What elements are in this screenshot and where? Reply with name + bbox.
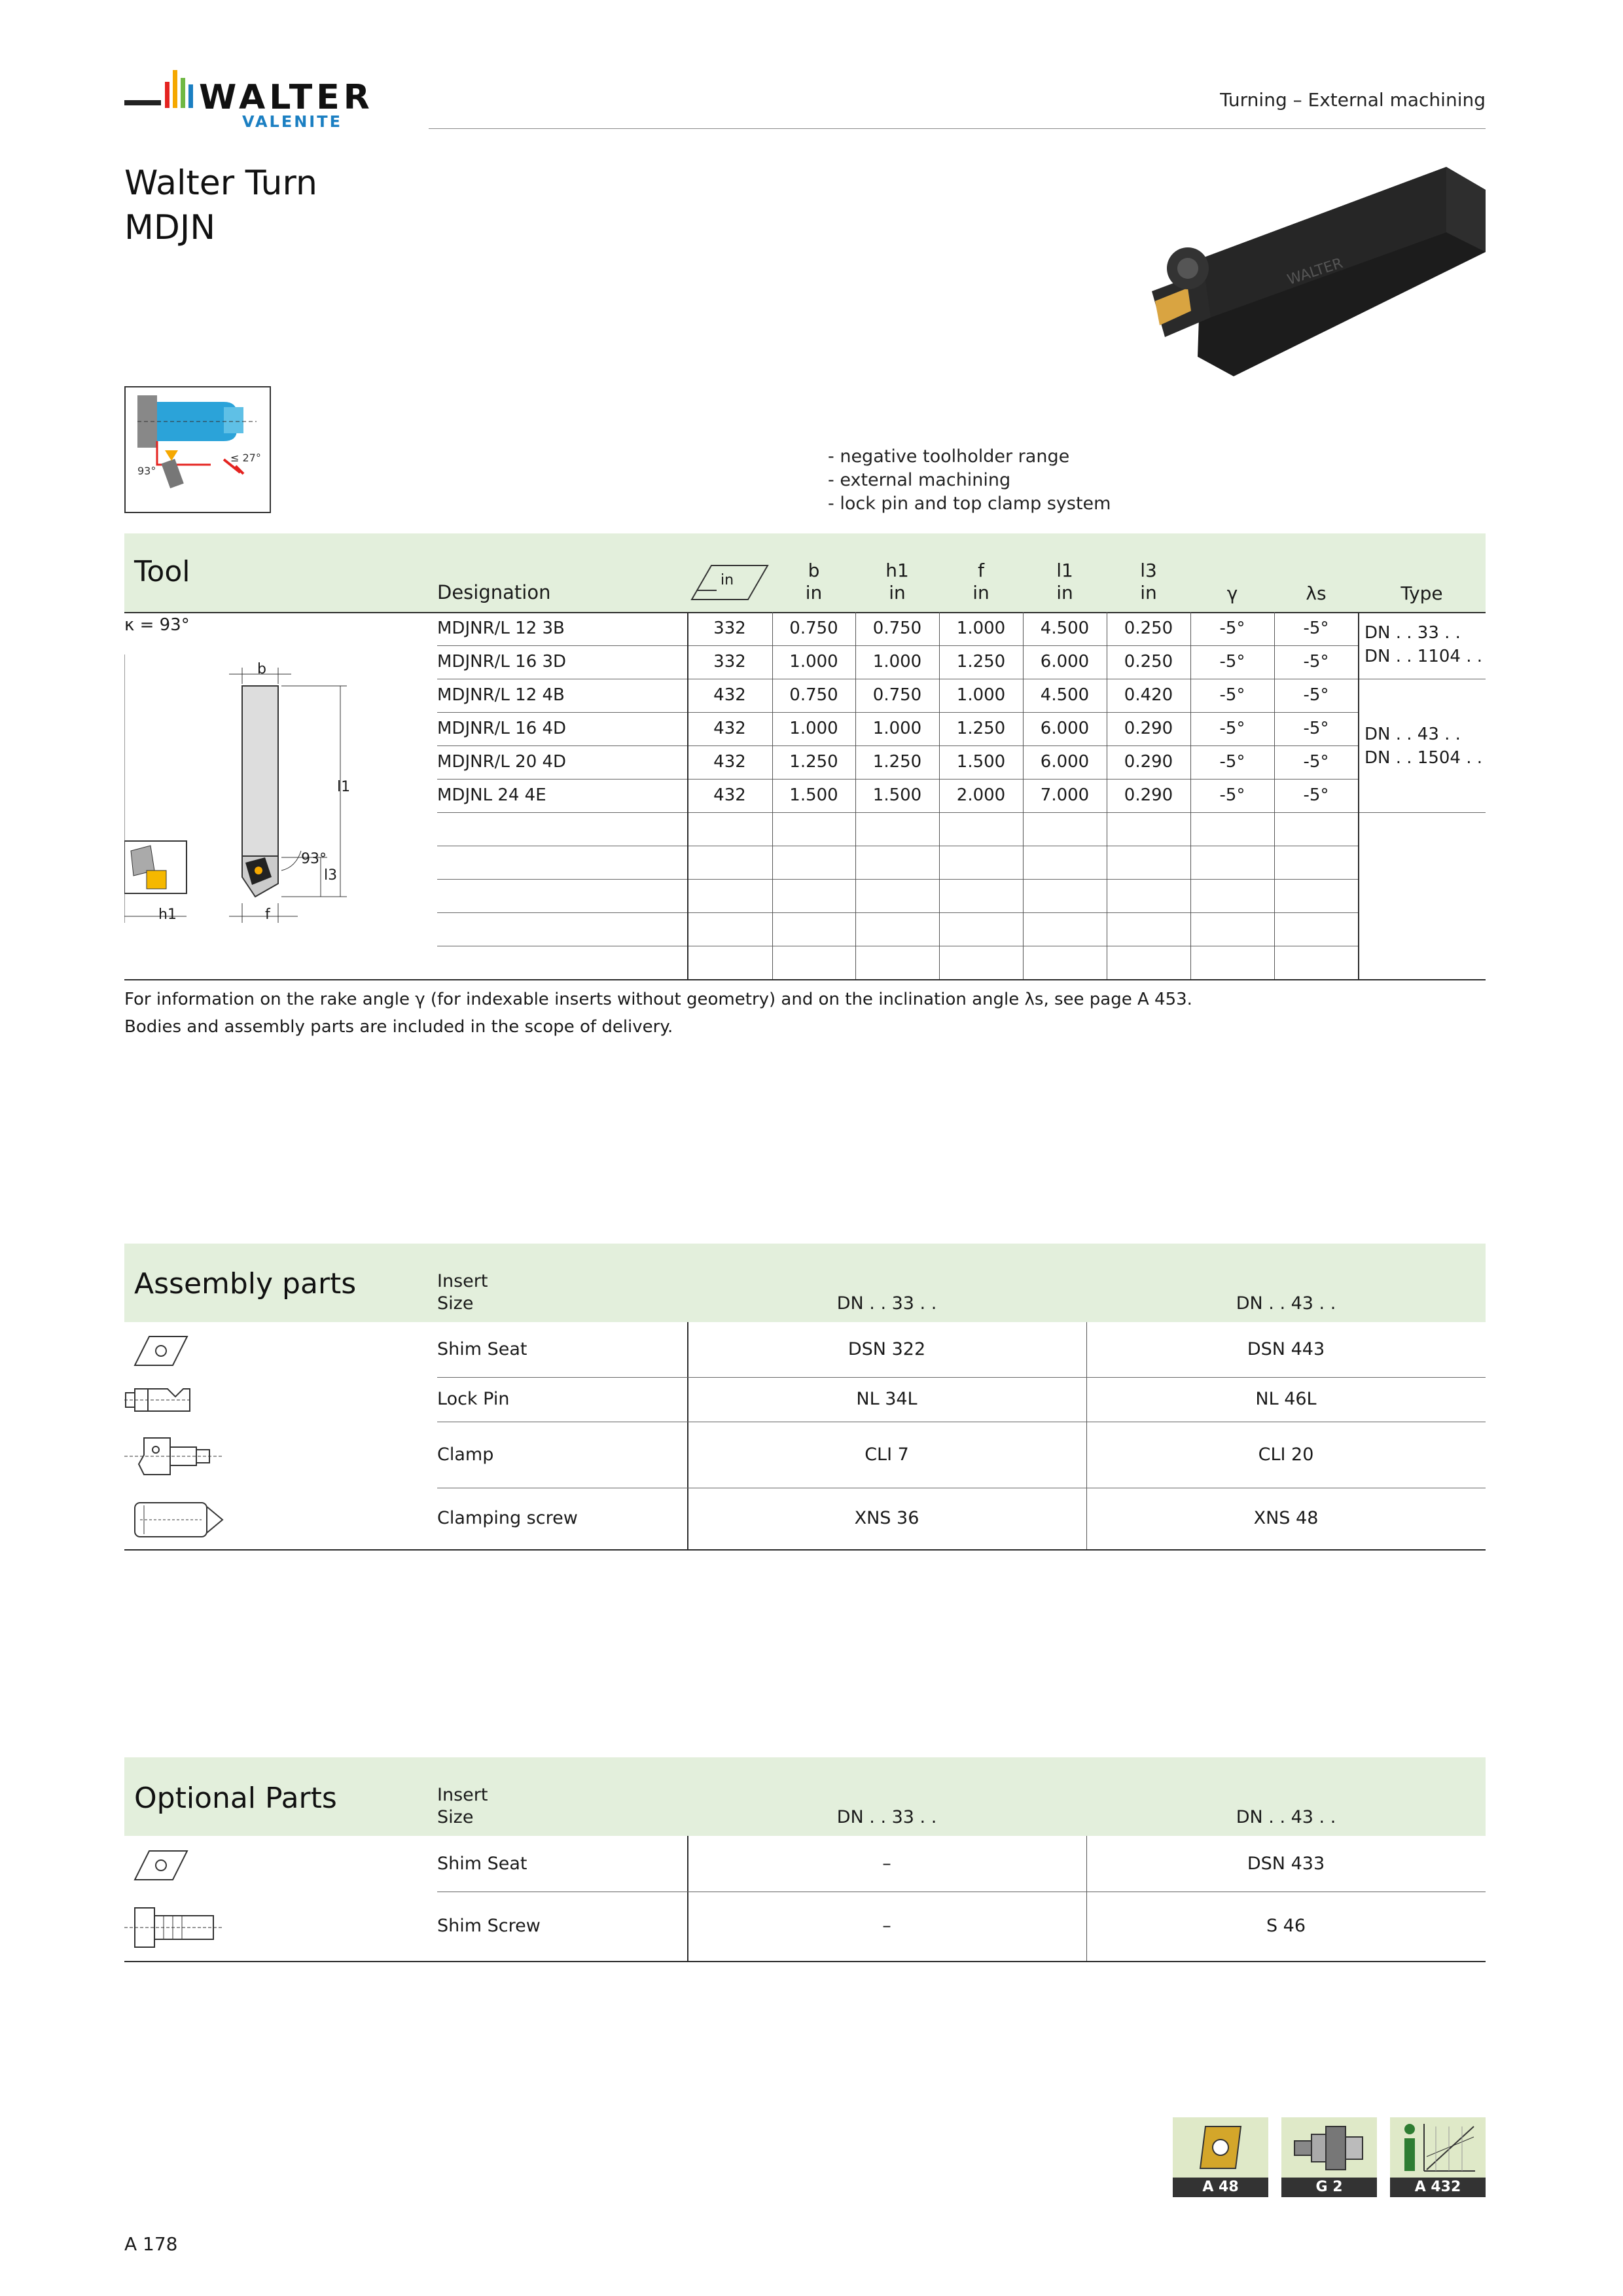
tool-cell-lambda: -5° bbox=[1303, 619, 1329, 638]
logo-text-walter: WALTER bbox=[199, 78, 374, 117]
optional-part-name: Shim Seat bbox=[437, 1853, 527, 1874]
tool-cell-lambda: -5° bbox=[1303, 752, 1329, 772]
dim-label-l3: l3 bbox=[324, 867, 338, 884]
tool-cell-l1: 6.000 bbox=[1040, 652, 1090, 672]
tool-cell-code: 332 bbox=[713, 652, 746, 672]
tool-designation: MDJNR/L 12 3B bbox=[437, 619, 565, 638]
tool-table-rule bbox=[437, 812, 1358, 813]
optional-col1-header: DN . . 33 . . bbox=[836, 1807, 937, 1827]
toolholder-product-image bbox=[1139, 160, 1492, 383]
tool-cell-code: 332 bbox=[713, 619, 746, 638]
svg-text:WALTER: WALTER bbox=[1285, 255, 1346, 289]
col-h1-name: h1 bbox=[885, 560, 909, 581]
dim-label-h1: h1 bbox=[158, 906, 177, 923]
dim-label-f: f bbox=[265, 906, 270, 923]
col-f-name: f bbox=[978, 560, 984, 581]
col-h1-unit: in bbox=[889, 582, 906, 603]
inch-unit-badge bbox=[690, 563, 769, 602]
kappa-angle: κ = 93° bbox=[124, 615, 190, 635]
assembly-part-v2: NL 46L bbox=[1255, 1389, 1317, 1409]
optional-part-v1: – bbox=[882, 1916, 891, 1936]
tool-table-rule bbox=[437, 779, 1358, 780]
logo-text-valenite: VALENITE bbox=[242, 113, 342, 131]
assembly-part-v2: CLI 20 bbox=[1258, 1444, 1314, 1465]
clamping-screw-icon bbox=[124, 1499, 229, 1541]
tool-cell-l3: 0.250 bbox=[1124, 619, 1173, 638]
tool-table-rule bbox=[437, 712, 1358, 713]
page-number: A 178 bbox=[124, 2233, 178, 2255]
tool-cell-code: 432 bbox=[713, 685, 746, 705]
assembly-part-name: Shim Seat bbox=[437, 1339, 527, 1359]
turning-schematic-icon bbox=[126, 387, 270, 512]
col-l3-header bbox=[1107, 560, 1190, 604]
tool-cell-l3: 0.290 bbox=[1124, 719, 1173, 738]
tool-cell-h1: 1.250 bbox=[872, 752, 922, 772]
tool-table-rule bbox=[437, 912, 1358, 913]
assembly-part-v2: DSN 443 bbox=[1247, 1339, 1325, 1359]
assembly-col1-header: DN . . 33 . . bbox=[836, 1293, 937, 1314]
type-group1-line1: DN . . 33 . . bbox=[1364, 623, 1461, 643]
col-designation-header: Designation bbox=[437, 581, 551, 603]
page-title-line2: MDJN bbox=[124, 208, 216, 247]
walter-logo bbox=[124, 62, 399, 134]
tool-designation: MDJNR/L 12 4B bbox=[437, 685, 565, 705]
col-l3-unit: in bbox=[1140, 582, 1157, 603]
tool-designation: MDJNL 24 4E bbox=[437, 785, 546, 805]
tool-cell-code: 432 bbox=[713, 752, 746, 772]
tool-cell-h1: 1.000 bbox=[872, 652, 922, 672]
tool-cell-f: 1.250 bbox=[956, 652, 1006, 672]
col-lambda-header: λs bbox=[1306, 583, 1327, 604]
tool-cell-h1: 1.500 bbox=[872, 785, 922, 805]
col-b-unit: in bbox=[805, 582, 823, 603]
ref-toolholder-label: G 2 bbox=[1281, 2178, 1377, 2197]
ref-insert-label: A 48 bbox=[1173, 2178, 1268, 2197]
col-f-header bbox=[939, 560, 1023, 604]
assembly-part-name: Clamping screw bbox=[437, 1508, 578, 1528]
tool-cell-gamma: -5° bbox=[1219, 752, 1245, 772]
tool-table-col-rule bbox=[1358, 612, 1359, 979]
tool-cell-l1: 6.000 bbox=[1040, 719, 1090, 738]
tool-cell-b: 1.000 bbox=[789, 652, 838, 672]
assembly-part-name: Clamp bbox=[437, 1444, 494, 1465]
feature-list bbox=[828, 445, 1111, 516]
tool-designation: MDJNR/L 20 4D bbox=[437, 752, 567, 772]
col-l1-unit: in bbox=[1056, 582, 1073, 603]
tool-cell-f: 1.250 bbox=[956, 719, 1006, 738]
tool-cell-gamma: -5° bbox=[1219, 685, 1245, 705]
assembly-section-title: Assembly parts bbox=[134, 1267, 357, 1300]
diagram-angle-small: ≤ 27° bbox=[230, 452, 261, 464]
type-group-rule bbox=[1358, 812, 1486, 813]
tool-section-title: Tool bbox=[134, 555, 190, 588]
tool-cell-lambda: -5° bbox=[1303, 652, 1329, 672]
tool-cell-l1: 4.500 bbox=[1040, 685, 1090, 705]
tool-cell-l3: 0.420 bbox=[1124, 685, 1173, 705]
inch-unit-label: in bbox=[721, 572, 734, 588]
col-l1-name: l1 bbox=[1056, 560, 1073, 581]
optional-col2-header: DN . . 43 . . bbox=[1236, 1807, 1336, 1827]
tool-cell-b: 0.750 bbox=[789, 619, 838, 638]
assembly-row-rule bbox=[437, 1377, 1486, 1378]
ref-insert-bg bbox=[1173, 2117, 1268, 2178]
tool-cell-b: 1.000 bbox=[789, 719, 838, 738]
col-l1-header bbox=[1023, 560, 1107, 604]
toolholder-icon bbox=[1281, 2117, 1377, 2178]
ref-insert[interactable] bbox=[1173, 2117, 1268, 2197]
page-title-line1: Walter Turn bbox=[124, 164, 317, 203]
tool-cell-gamma: -5° bbox=[1219, 619, 1245, 638]
tool-cell-f: 1.000 bbox=[956, 685, 1006, 705]
tool-cell-b: 0.750 bbox=[789, 685, 838, 705]
col-b-name: b bbox=[808, 560, 820, 581]
tool-cell-h1: 1.000 bbox=[872, 719, 922, 738]
tool-cell-l1: 4.500 bbox=[1040, 619, 1090, 638]
tool-table-rule bbox=[437, 879, 1358, 880]
tool-cell-f: 1.500 bbox=[956, 752, 1006, 772]
tool-cell-b: 1.500 bbox=[789, 785, 838, 805]
ref-toolholder-bg bbox=[1281, 2117, 1377, 2178]
clamp-icon bbox=[124, 1435, 229, 1477]
info-chart-icon bbox=[1390, 2117, 1486, 2178]
col-type-header: Type bbox=[1400, 583, 1443, 604]
tool-table-top-rule bbox=[124, 612, 1486, 613]
dim-label-l1: l1 bbox=[337, 779, 351, 795]
optional-part-v2: S 46 bbox=[1266, 1916, 1306, 1936]
tool-table-rule bbox=[437, 979, 1486, 980]
shim-seat-icon bbox=[124, 1330, 229, 1372]
ref-toolholder[interactable] bbox=[1281, 2117, 1377, 2197]
assembly-col2-header: DN . . 43 . . bbox=[1236, 1293, 1336, 1314]
assembly-hdr-size: Size bbox=[437, 1293, 474, 1314]
rake-angle-note: For information on the rake angle γ (for indexable inserts without geometry) and on the inclination angle λs, see page A 453. bbox=[124, 990, 1192, 1009]
tool-cell-gamma: -5° bbox=[1219, 719, 1245, 738]
section-header: Turning – External machining bbox=[1220, 89, 1486, 111]
assembly-part-v1: XNS 36 bbox=[854, 1508, 919, 1528]
col-gamma-header: γ bbox=[1226, 583, 1238, 604]
optional-hdr-insert: Insert bbox=[437, 1785, 488, 1805]
col-f-unit: in bbox=[972, 582, 990, 603]
tool-cell-l3: 0.290 bbox=[1124, 785, 1173, 805]
tool-cell-gamma: -5° bbox=[1219, 652, 1245, 672]
tool-cell-f: 1.000 bbox=[956, 619, 1006, 638]
dim-label-angle: 93° bbox=[301, 851, 327, 867]
type-group1-line2: DN . . 1104 . . bbox=[1364, 647, 1483, 666]
delivery-note: Bodies and assembly parts are included in the scope of delivery. bbox=[124, 1017, 673, 1037]
tool-table-bottom-rule bbox=[124, 979, 437, 980]
tool-cell-l1: 6.000 bbox=[1040, 752, 1090, 772]
feature-item: - negative toolholder range bbox=[828, 446, 1070, 467]
optional-part-v2: DSN 433 bbox=[1247, 1853, 1325, 1874]
tool-designation: MDJNR/L 16 4D bbox=[437, 719, 567, 738]
optional-hdr-size: Size bbox=[437, 1807, 474, 1827]
lock-pin-icon bbox=[124, 1380, 229, 1422]
ref-info[interactable] bbox=[1390, 2117, 1486, 2197]
tool-cell-lambda: -5° bbox=[1303, 785, 1329, 805]
tool-cell-lambda: -5° bbox=[1303, 719, 1329, 738]
type-group2-line2: DN . . 1504 . . bbox=[1364, 748, 1483, 768]
assembly-hdr-insert: Insert bbox=[437, 1271, 488, 1291]
assembly-part-v1: NL 34L bbox=[856, 1389, 918, 1409]
col-b-header bbox=[772, 560, 855, 604]
shim-screw-icon bbox=[124, 1907, 229, 1948]
assembly-part-v2: XNS 48 bbox=[1253, 1508, 1319, 1528]
tool-cell-code: 432 bbox=[713, 719, 746, 738]
tool-cell-b: 1.250 bbox=[789, 752, 838, 772]
tool-cell-l3: 0.290 bbox=[1124, 752, 1173, 772]
tool-cell-l3: 0.250 bbox=[1124, 652, 1173, 672]
tool-designation: MDJNR/L 16 3D bbox=[437, 652, 567, 672]
optional-part-name: Shim Screw bbox=[437, 1916, 541, 1936]
shim-seat-icon bbox=[124, 1844, 229, 1886]
optional-part-v1: – bbox=[882, 1853, 891, 1874]
ref-info-label: A 432 bbox=[1390, 2178, 1486, 2197]
tool-cell-lambda: -5° bbox=[1303, 685, 1329, 705]
application-diagram bbox=[124, 386, 271, 513]
col-l3-name: l3 bbox=[1140, 560, 1157, 581]
tool-table-rule bbox=[437, 645, 1358, 646]
type-group2-line1: DN . . 43 . . bbox=[1364, 725, 1461, 744]
diagram-angle-main: 93° bbox=[137, 465, 156, 477]
assembly-part-name: Lock Pin bbox=[437, 1389, 510, 1409]
header-rule bbox=[429, 128, 1486, 129]
col-h1-header bbox=[855, 560, 939, 604]
assembly-part-v1: DSN 322 bbox=[847, 1339, 926, 1359]
optional-section-title: Optional Parts bbox=[134, 1782, 337, 1815]
dim-label-b: b bbox=[257, 661, 266, 677]
ref-info-bg bbox=[1390, 2117, 1486, 2178]
tool-cell-gamma: -5° bbox=[1219, 785, 1245, 805]
tool-cell-l1: 7.000 bbox=[1040, 785, 1090, 805]
tool-cell-f: 2.000 bbox=[956, 785, 1006, 805]
tool-cell-code: 432 bbox=[713, 785, 746, 805]
tool-table-rule bbox=[437, 745, 1358, 746]
feature-item: - external machining bbox=[828, 470, 1011, 490]
feature-item: - lock pin and top clamp system bbox=[828, 493, 1111, 514]
tool-cell-h1: 0.750 bbox=[872, 619, 922, 638]
assembly-row-rule bbox=[124, 1549, 1486, 1551]
assembly-part-v1: CLI 7 bbox=[865, 1444, 909, 1465]
tool-cell-h1: 0.750 bbox=[872, 685, 922, 705]
optional-row-rule bbox=[124, 1961, 1486, 1962]
insert-icon bbox=[1173, 2117, 1268, 2178]
